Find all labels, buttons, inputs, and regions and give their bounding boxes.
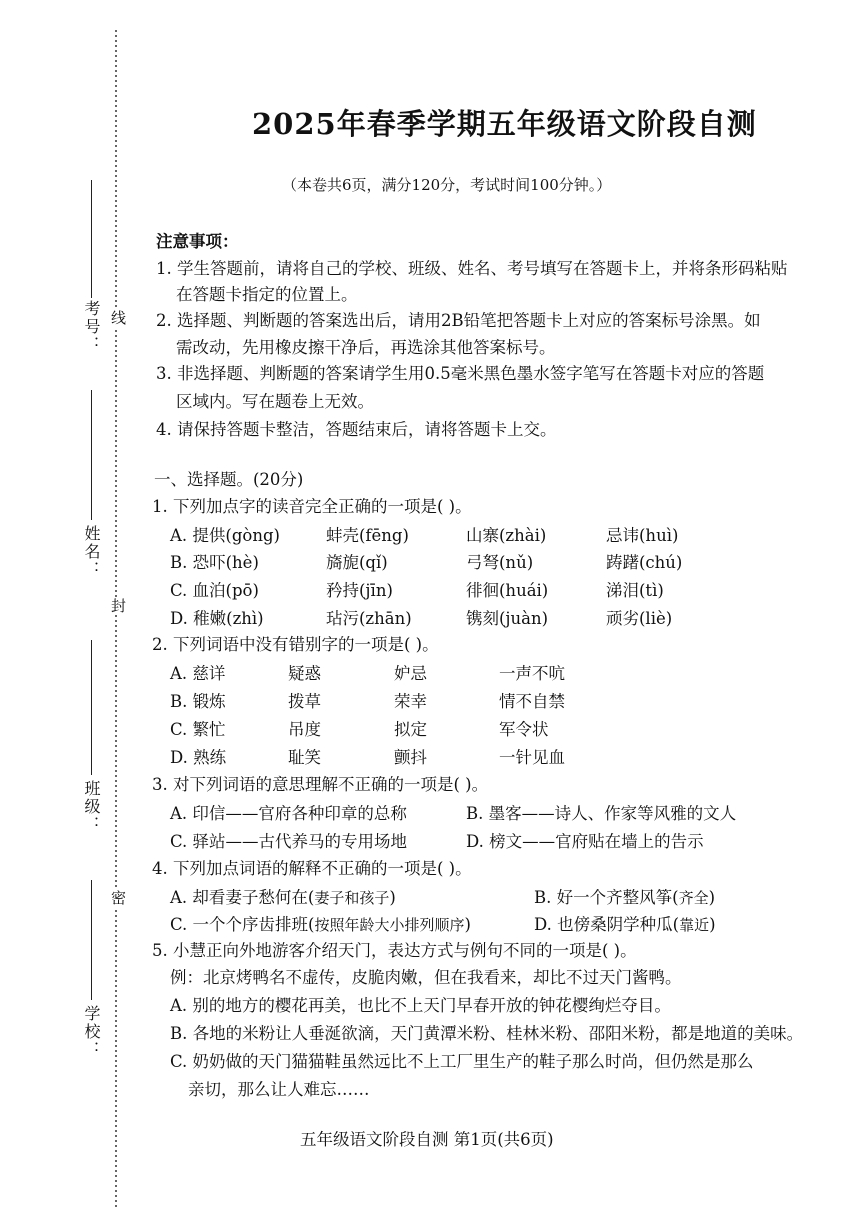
- q5-example: 例：北京烤鸭名不虚传，皮脆肉嫩，但在我看来，却比不过天门酱鸭。: [170, 968, 682, 987]
- q3-option-a: A. 印信——官府各种印章的总称: [170, 804, 407, 823]
- q5-stem: 5. 小慧正向外地游客介绍天门，表达方式与例句不同的一项是( )。: [152, 941, 637, 960]
- q4-option-b: [534, 884, 715, 908]
- q1-b-3: 弓弩(nǔ): [466, 553, 534, 572]
- page-footer: 五年级语文阶段自测 第1页(共6页): [300, 1130, 554, 1149]
- q1-c-1: C. 血泊(pō): [170, 581, 259, 600]
- q1-stem: 1. 下列加点字的读音完全正确的一项是( )。: [152, 497, 472, 516]
- q4-c-gloss: 按照年龄大小排列顺序: [314, 916, 465, 934]
- binding-line-char: 线: [109, 310, 127, 327]
- q2-c-2: 吊度: [288, 720, 321, 739]
- q4-b-close: ): [708, 888, 716, 907]
- q4-b-text: B. 好一个齐整风筝(: [534, 888, 679, 907]
- exam-number-label: 考号：: [82, 300, 101, 354]
- q1-b-4: 踌躇(chú): [606, 553, 683, 572]
- q1-b-2: 旖旎(qǐ): [326, 553, 388, 572]
- q5-option-c: C. 奶奶做的天门猫猫鞋虽然远比不上工厂里生产的鞋子那么时尚，但仍然是那么: [170, 1052, 754, 1071]
- notice-item-2-cont: 需改动，先用橡皮擦干净后，再选涂其他答案标号。: [176, 338, 556, 357]
- notice-item-3-cont: 区域内。写在题卷上无效。: [176, 392, 374, 411]
- q3-stem: 3. 对下列词语的意思理解不正确的一项是( )。: [152, 775, 489, 794]
- q2-b-3: 荣幸: [394, 692, 427, 711]
- page-subtitle: （本卷共6页，满分120分，考试时间100分钟。）: [282, 176, 612, 194]
- notice-item-4: 4. 请保持答题卡整洁，答题结束后，请将答题卡上交。: [156, 420, 557, 439]
- q1-d-3: 镌刻(juàn): [466, 609, 549, 628]
- q5-option-b: B. 各地的米粉让人垂涎欲滴，天门黄潭米粉、桂林米粉、邵阳米粉，都是地道的美味。: [170, 1024, 804, 1043]
- q1-a-1: A. 提供(gòng): [170, 526, 280, 545]
- q1-a-4: 忌讳(huì): [606, 526, 679, 545]
- q2-c-1: C. 繁忙: [170, 720, 226, 739]
- q5-option-a: A. 别的地方的樱花再美，也比不上天门早春开放的钟花樱绚烂夺目。: [170, 996, 671, 1015]
- binding-secret-char: 密: [109, 890, 127, 907]
- q1-c-3: 徘徊(huái): [466, 581, 549, 600]
- q2-a-3: 妒忌: [394, 664, 427, 683]
- q4-d-text: D. 也傍桑阴学种瓜(: [534, 915, 680, 934]
- q1-d-4: 顽劣(liè): [606, 609, 673, 628]
- q2-a-1: A. 慈详: [170, 664, 226, 683]
- q3-option-b: B. 墨客——诗人、作家等风雅的文人: [466, 804, 737, 823]
- q2-a-2: 疑惑: [288, 664, 321, 683]
- q4-option-d: [534, 911, 716, 935]
- q1-c-4: 涕泪(tì): [606, 581, 664, 600]
- q1-a-3: 山寨(zhài): [466, 526, 547, 545]
- q2-d-3: 颤抖: [394, 748, 427, 767]
- notice-item-1: 1. 学生答题前，请将自己的学校、班级、姓名、考号填写在答题卡上，并将条形码粘贴: [156, 259, 788, 278]
- name-underline[interactable]: [91, 390, 92, 520]
- school-label: 学校：: [82, 1005, 101, 1059]
- school-underline[interactable]: [91, 880, 92, 1000]
- q4-d-gloss: 靠近: [679, 916, 710, 934]
- q4-d-close: ): [709, 915, 716, 934]
- q2-d-2: 耻笑: [288, 748, 321, 767]
- q1-d-1: D. 稚嫩(zhì): [170, 609, 264, 628]
- q2-a-4: 一声不吭: [499, 664, 565, 683]
- exam-number-underline[interactable]: [91, 180, 92, 298]
- class-underline[interactable]: [91, 640, 92, 775]
- q3-option-c: C. 驿站——古代养马的专用场地: [170, 832, 408, 851]
- q5-option-c-cont: 亲切，那么让人难忘……: [188, 1080, 370, 1099]
- q2-c-3: 拟定: [394, 720, 427, 739]
- q1-c-2: 矜持(jīn): [326, 581, 393, 600]
- binding-dotted-line: [112, 30, 120, 1210]
- q4-a-close: ): [389, 888, 396, 907]
- q2-d-4: 一针见血: [499, 748, 565, 767]
- q2-b-4: 情不自禁: [499, 692, 565, 711]
- binding-seal-char: 封: [109, 598, 127, 615]
- q3-option-d: D. 榜文——官府贴在墙上的告示: [466, 832, 704, 851]
- q2-b-2: 拨草: [288, 692, 321, 711]
- q2-d-1: D. 熟练: [170, 748, 227, 767]
- q2-c-4: 军令状: [499, 720, 549, 739]
- name-label: 姓名：: [82, 525, 101, 579]
- notice-item-1-cont: 在答题卡指定的位置上。: [176, 285, 358, 304]
- section-1-heading: 一、选择题。(20分): [154, 470, 304, 489]
- q4-option-a: [170, 884, 396, 908]
- q4-a-gloss: 妻子和孩子: [314, 889, 390, 907]
- notice-item-3: 3. 非选择题、判断题的答案请学生用0.5毫米黑色墨水签字笔写在答题卡对应的答题: [156, 364, 765, 383]
- class-label: 班级：: [82, 780, 101, 834]
- q2-stem: 2. 下列词语中没有错别字的一项是( )。: [152, 635, 439, 654]
- q4-c-text: C. 一个个序齿排班(: [170, 915, 315, 934]
- q1-a-2: 蚌壳(fēng): [326, 526, 409, 545]
- q4-b-gloss: 齐全: [678, 889, 709, 907]
- page-title: 2025年春季学期五年级语文阶段自测: [252, 107, 757, 141]
- q2-b-1: B. 锻炼: [170, 692, 226, 711]
- q1-b-1: B. 恐吓(hè): [170, 553, 259, 572]
- q4-a-text: A. 却看妻子愁何在(: [170, 888, 315, 907]
- q4-option-c: [170, 911, 471, 935]
- notice-heading: 注意事项：: [156, 232, 239, 251]
- notice-item-2: 2. 选择题、判断题的答案选出后，请用2B铅笔把答题卡上对应的答案标号涂黑。如: [156, 311, 761, 330]
- q4-stem: 4. 下列加点词语的解释不正确的一项是( )。: [152, 859, 472, 878]
- q1-d-2: 玷污(zhān): [326, 609, 412, 628]
- q4-c-close: ): [464, 915, 471, 934]
